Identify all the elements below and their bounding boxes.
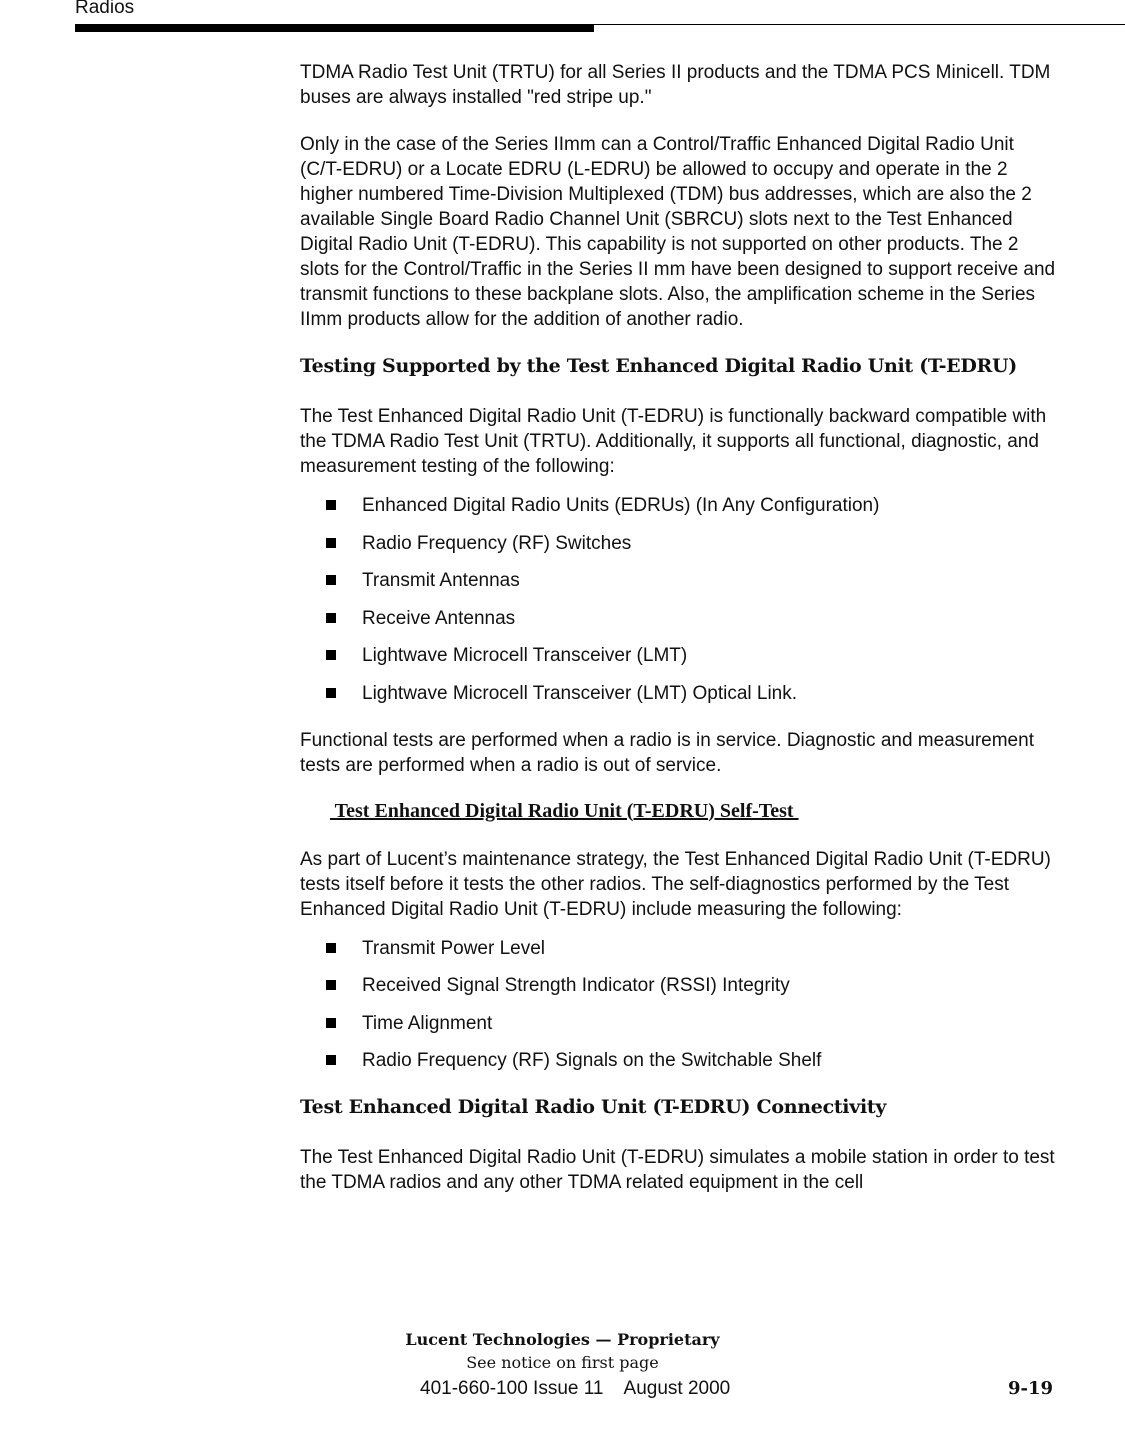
bullet-square-icon [326,943,336,953]
bullet-square-icon [326,650,336,660]
footer-notice: See notice on first page [466,1353,659,1372]
page-content [300,60,1060,1217]
bullet-square-icon [326,575,336,585]
bullet-square-icon [326,613,336,623]
list-item: Transmit Antennas [300,568,1060,593]
section-heading-testing-supported: Testing Supported by the Test Enhanced Digital Radio Unit (T-EDRU) [300,355,1017,377]
subsection-heading-self-test: Test Enhanced Digital Radio Unit (T-EDRU) Self-Test [330,799,799,822]
bullet-square-icon [326,980,336,990]
section1-paragraph-2: Functional tests are performed when a radio is in service. Diagnostic and measurement tests are performed when a radio is out of service. [300,729,1034,776]
bullet-square-icon [326,500,336,510]
bullet-square-icon [326,1018,336,1028]
list-item: Time Alignment [300,1011,1060,1036]
footer-page-number: 9-19 [1008,1378,1054,1399]
list-item: Enhanced Digital Radio Units (EDRUs) (In Any Configuration) [300,493,1060,518]
tested-equipment-list [300,493,1060,706]
bullet-square-icon [326,1055,336,1065]
list-item: Transmit Power Level [300,936,1060,961]
connectivity-paragraph: The Test Enhanced Digital Radio Unit (T-EDRU) simulates a mobile station in order to test the TDMA radios and any other TDMA related equipment in the cell [300,1147,1055,1193]
bullet-square-icon [326,538,336,548]
list-item: Receive Antennas [300,606,1060,631]
list-item: Received Signal Strength Indicator (RSSI) Integrity [300,973,1060,998]
intro-paragraph-2: Only in the case of the Series IImm can a Control/Traffic Enhanced Digital Radio Unit (C/T-EDRU) or a Locate EDRU (L-EDRU) be allowed to occupy and operate in the 2 higher numbered Time-Division Multiplexed (TDM) bus addresses, which are also the 2 available Single Board Radio Channel Unit (SBRCU) slots next to the Test Enhanced Digital Radio Unit (T-EDRU). This capability is not supported on other products. The 2 slots for the Control/Traffic in the Series II mm have been designed to support receive and transmit functions to these backplane slots. Also, the amplification scheme in the Series IImm products allow for the addition of another radio. [300,134,1056,330]
list-item: Lightwave Microcell Transceiver (LMT) Optical Link. [300,681,1060,706]
self-test-list [300,936,1060,1074]
section-heading-connectivity: Test Enhanced Digital Radio Unit (T-EDRU) Connectivity [300,1096,887,1118]
self-test-paragraph: As part of Lucent’s maintenance strategy, the Test Enhanced Digital Radio Unit (T-EDRU) tests itself before it tests the other radios. The self-diagnostics performed by the Test Enhanced Digital Radio Unit (T-EDRU) include measuring the following: [300,848,1051,920]
footer-company: Lucent Technologies — Proprietary [405,1330,720,1349]
list-item: Radio Frequency (RF) Signals on the Switchable Shelf [300,1048,1060,1073]
bullet-square-icon [326,688,336,698]
footer-document-id: 401-660-100 Issue 11 August 2000 [420,1378,731,1399]
header-rule-bar [75,24,594,32]
list-item: Lightwave Microcell Transceiver (LMT) [300,643,1060,668]
running-header-title: Radios [75,0,135,18]
intro-paragraph-1: TDMA Radio Test Unit (TRTU) for all Series II products and the TDMA PCS Minicell. TDM buses are always installed "red stripe up." [300,62,1051,108]
section1-paragraph-1: The Test Enhanced Digital Radio Unit (T-EDRU) is functionally backward compatible with the TDMA Radio Test Unit (TRTU). Additionally, it supports all functional, diagnostic, and measurement testing of the following: [300,406,1047,477]
list-item: Radio Frequency (RF) Switches [300,531,1060,556]
